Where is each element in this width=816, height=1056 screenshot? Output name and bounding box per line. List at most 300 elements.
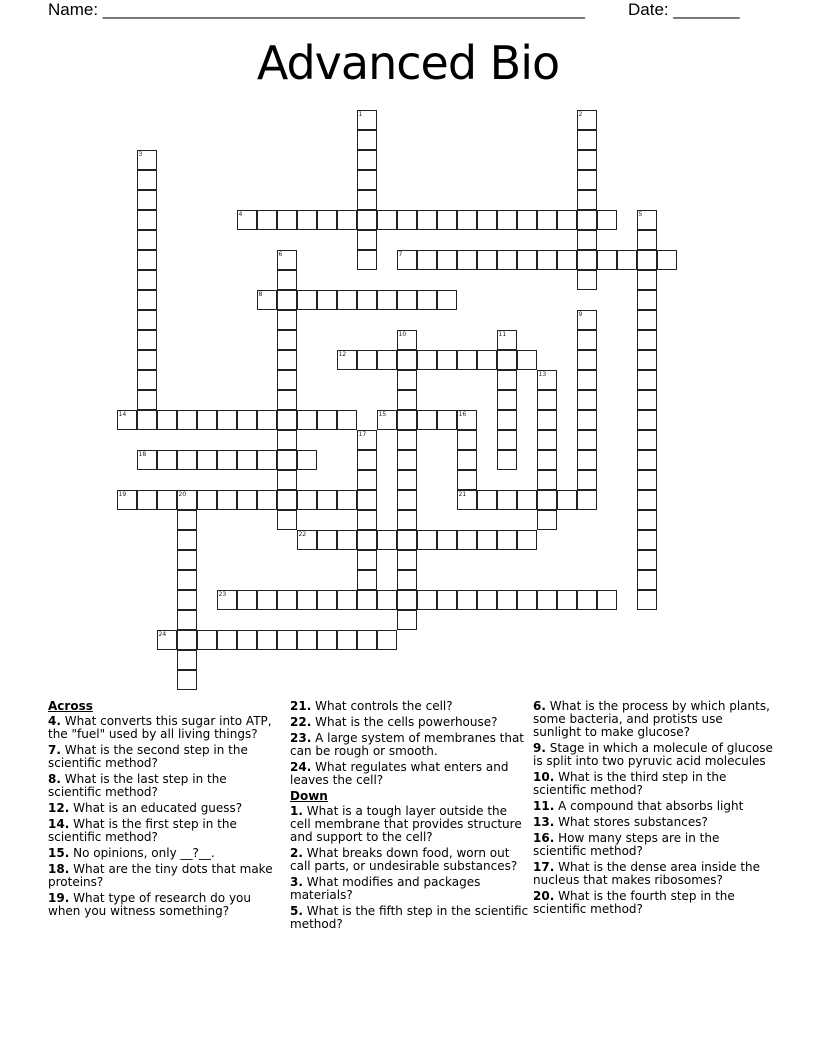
crossword-cell[interactable] [297,630,317,650]
clues-column-2 [290,700,530,934]
crossword-cell[interactable] [397,530,417,550]
crossword-cell[interactable] [197,490,217,510]
crossword-cell[interactable] [537,490,557,510]
crossword-cell[interactable] [377,530,397,550]
crossword-cell[interactable] [237,410,257,430]
crossword-cell[interactable] [637,450,657,470]
crossword-cell[interactable] [277,210,297,230]
clue-number: 13 [538,370,547,378]
clue-down-17: 17. What is the dense area inside the nucleus that makes ribosomes? [533,860,761,887]
crossword-cell[interactable] [557,210,577,230]
crossword-cell[interactable] [577,270,597,290]
crossword-cell[interactable] [277,450,297,470]
crossword-cell[interactable] [537,370,557,390]
crossword-cell[interactable] [397,390,417,410]
crossword-cell[interactable] [297,590,317,610]
crossword-cell[interactable] [417,590,437,610]
crossword-cell[interactable] [497,330,517,350]
crossword-cell[interactable] [337,350,357,370]
crossword-cell[interactable] [277,470,297,490]
crossword-cell[interactable] [397,470,417,490]
crossword-cell[interactable] [517,490,537,510]
crossword-cell[interactable] [637,470,657,490]
crossword-cell[interactable] [317,210,337,230]
crossword-cell[interactable] [177,510,197,530]
crossword-cell[interactable] [637,310,657,330]
clue-across-24: 24. What regulates what enters and leaves the cell? [290,760,509,787]
crossword-cell[interactable] [537,390,557,410]
crossword-cell[interactable] [497,410,517,430]
crossword-cell[interactable] [277,350,297,370]
crossword-cell[interactable] [237,630,257,650]
crossword-grid [117,110,717,710]
crossword-cell[interactable] [657,250,677,270]
crossword-cell[interactable] [317,630,337,650]
crossword-cell[interactable] [137,230,157,250]
crossword-cell[interactable] [337,410,357,430]
crossword-cell[interactable] [297,290,317,310]
crossword-cell[interactable] [457,530,477,550]
crossword-cell[interactable] [137,210,157,230]
crossword-cell[interactable] [357,590,377,610]
crossword-cell[interactable] [637,550,657,570]
clue-number: 22 [298,530,307,538]
clue-across-18: 18. What are the tiny dots that make proteins? [48,862,273,889]
crossword-cell[interactable] [137,370,157,390]
crossword-cell[interactable] [537,250,557,270]
crossword-cell[interactable] [177,490,197,510]
crossword-cell[interactable] [637,370,657,390]
crossword-cell[interactable] [557,590,577,610]
crossword-cell[interactable] [477,350,497,370]
crossword-cell[interactable] [497,390,517,410]
crossword-cell[interactable] [377,590,397,610]
clue-number: 6 [278,250,283,258]
crossword-cell[interactable] [197,450,217,470]
crossword-cell[interactable] [397,210,417,230]
crossword-cell[interactable] [417,350,437,370]
crossword-cell[interactable] [217,490,237,510]
crossword-cell[interactable] [537,510,557,530]
crossword-cell[interactable] [117,410,137,430]
crossword-cell[interactable] [437,290,457,310]
crossword-cell[interactable] [357,210,377,230]
crossword-cell[interactable] [397,430,417,450]
crossword-cell[interactable] [337,530,357,550]
crossword-cell[interactable] [297,210,317,230]
crossword-cell[interactable] [137,450,157,470]
clue-across-22: 22. What is the cells powerhouse? [290,715,498,729]
clue-number: 19 [118,490,127,498]
crossword-cell[interactable] [397,550,417,570]
clue-number: 17 [358,430,367,438]
crossword-cell[interactable] [277,630,297,650]
crossword-cell[interactable] [357,450,377,470]
crossword-cell[interactable] [437,410,457,430]
crossword-cell[interactable] [317,490,337,510]
crossword-cell[interactable] [137,150,157,170]
clue-down-9: 9. Stage in which a molecule of glucose is split into two pyruvic acid molecules [533,741,773,768]
crossword-cell[interactable] [257,410,277,430]
crossword-cell[interactable] [137,350,157,370]
crossword-cell[interactable] [137,250,157,270]
crossword-cell[interactable] [637,270,657,290]
clue-down-10: 10. What is the third step in the scientific method? [533,770,727,797]
crossword-cell[interactable] [457,410,477,430]
crossword-cell[interactable] [637,490,657,510]
crossword-cell[interactable] [357,350,377,370]
crossword-cell[interactable] [277,510,297,530]
crossword-cell[interactable] [277,290,297,310]
crossword-cell[interactable] [137,190,157,210]
clue-number: 8 [258,290,263,298]
crossword-cell[interactable] [497,530,517,550]
crossword-cell[interactable] [637,350,657,370]
crossword-cell[interactable] [337,590,357,610]
crossword-cell[interactable] [377,290,397,310]
crossword-cell[interactable] [497,370,517,390]
clues-column-1 [48,700,273,921]
clue-number: 14 [118,410,127,418]
crossword-cell[interactable] [277,390,297,410]
clue-number: 15 [378,410,387,418]
crossword-cell[interactable] [537,450,557,470]
crossword-cell[interactable] [477,590,497,610]
crossword-cell[interactable] [577,230,597,250]
crossword-cell[interactable] [637,250,657,270]
crossword-cell[interactable] [417,210,437,230]
crossword-cell[interactable] [397,290,417,310]
crossword-cell[interactable] [277,370,297,390]
crossword-cell[interactable] [397,510,417,530]
crossword-cell[interactable] [257,490,277,510]
crossword-cell[interactable] [477,490,497,510]
crossword-cell[interactable] [257,450,277,470]
crossword-cell[interactable] [217,410,237,430]
crossword-cell[interactable] [397,610,417,630]
clue-number: 12 [338,350,347,358]
crossword-cell[interactable] [637,230,657,250]
crossword-cell[interactable] [237,450,257,470]
clue-across-8: 8. What is the last step in the scientific method? [48,772,227,799]
crossword-cell[interactable] [397,590,417,610]
crossword-cell[interactable] [357,250,377,270]
clue-across-4: 4. What converts this sugar into ATP, the "fuel" used by all living things? [48,714,272,741]
crossword-cell[interactable] [577,190,597,210]
crossword-cell[interactable] [457,430,477,450]
crossword-cell[interactable] [497,590,517,610]
crossword-cell[interactable] [537,430,557,450]
crossword-cell[interactable] [137,290,157,310]
crossword-cell[interactable] [577,430,597,450]
crossword-cell[interactable] [257,290,277,310]
crossword-cell[interactable] [177,670,197,690]
crossword-cell[interactable] [357,110,377,130]
crossword-cell[interactable] [277,330,297,350]
crossword-cell[interactable] [357,510,377,530]
crossword-cell[interactable] [577,590,597,610]
clue-number: 11 [498,330,507,338]
crossword-cell[interactable] [397,490,417,510]
crossword-cell[interactable] [517,530,537,550]
crossword-cell[interactable] [517,590,537,610]
crossword-cell[interactable] [497,210,517,230]
clue-number: 3 [138,150,143,158]
crossword-cell[interactable] [517,210,537,230]
crossword-cell[interactable] [637,530,657,550]
crossword-cell[interactable] [237,490,257,510]
crossword-cell[interactable] [277,430,297,450]
name-field[interactable]: Name: ___________________________________________________ [48,0,585,19]
crossword-cell[interactable] [577,150,597,170]
crossword-cell[interactable] [537,410,557,430]
crossword-cell[interactable] [357,290,377,310]
clue-number: 20 [178,490,187,498]
clue-number: 23 [218,590,227,598]
crossword-cell[interactable] [577,110,597,130]
crossword-cell[interactable] [177,610,197,630]
crossword-cell[interactable] [457,450,477,470]
crossword-cell[interactable] [597,250,617,270]
crossword-cell[interactable] [577,350,597,370]
crossword-cell[interactable] [637,430,657,450]
crossword-cell[interactable] [397,330,417,350]
across-heading: Across [48,699,93,713]
date-field[interactable]: Date: _______ [628,0,740,19]
crossword-cell[interactable] [377,410,397,430]
crossword-cell[interactable] [177,590,197,610]
crossword-cell[interactable] [377,210,397,230]
clue-down-20: 20. What is the fourth step in the scientific method? [533,889,735,916]
clue-across-14: 14. What is the first step in the scientific method? [48,817,237,844]
crossword-cell[interactable] [357,230,377,250]
clue-number: 4 [238,210,243,218]
crossword-cell[interactable] [377,350,397,370]
crossword-cell[interactable] [177,410,197,430]
crossword-cell[interactable] [417,410,437,430]
crossword-cell[interactable] [537,590,557,610]
crossword-cell[interactable] [637,330,657,350]
crossword-cell[interactable] [477,530,497,550]
clue-number: 1 [358,110,363,118]
crossword-cell[interactable] [277,410,297,430]
clue-across-7: 7. What is the second step in the scientific method? [48,743,248,770]
crossword-cell[interactable] [157,450,177,470]
crossword-cell[interactable] [357,630,377,650]
crossword-cell[interactable] [217,450,237,470]
clue-number: 7 [398,250,403,258]
crossword-cell[interactable] [417,250,437,270]
crossword-cell[interactable] [337,490,357,510]
crossword-cell[interactable] [137,410,157,430]
clue-down-1: 1. What is a tough layer outside the cell membrane that provides structure and support to the cell? [290,804,522,844]
crossword-cell[interactable] [437,350,457,370]
crossword-cell[interactable] [177,530,197,550]
crossword-cell[interactable] [457,210,477,230]
crossword-cell[interactable] [377,630,397,650]
crossword-cell[interactable] [317,530,337,550]
crossword-cell[interactable] [117,490,137,510]
crossword-cell[interactable] [557,490,577,510]
crossword-cell[interactable] [457,470,477,490]
clue-number: 2 [578,110,583,118]
crossword-cell[interactable] [137,330,157,350]
crossword-cell[interactable] [577,370,597,390]
crossword-cell[interactable] [577,450,597,470]
clues-column-3 [533,700,773,919]
crossword-cell[interactable] [217,590,237,610]
crossword-cell[interactable] [497,490,517,510]
crossword-cell[interactable] [437,250,457,270]
crossword-cell[interactable] [137,390,157,410]
crossword-cell[interactable] [357,550,377,570]
crossword-cell[interactable] [177,630,197,650]
crossword-cell[interactable] [457,250,477,270]
crossword-cell[interactable] [277,270,297,290]
crossword-cell[interactable] [357,170,377,190]
crossword-cell[interactable] [177,450,197,470]
crossword-cell[interactable] [317,410,337,430]
clue-across-19: 19. What type of research do you when you witness something? [48,891,251,918]
crossword-cell[interactable] [437,590,457,610]
crossword-cell[interactable] [497,450,517,470]
crossword-cell[interactable] [577,310,597,330]
crossword-cell[interactable] [157,630,177,650]
crossword-cell[interactable] [357,150,377,170]
crossword-cell[interactable] [437,210,457,230]
crossword-cell[interactable] [297,490,317,510]
crossword-cell[interactable] [197,630,217,650]
crossword-cell[interactable] [457,490,477,510]
crossword-cell[interactable] [357,530,377,550]
crossword-cell[interactable] [177,650,197,670]
clue-across-12: 12. What is an educated guess? [48,801,243,815]
clue-number: 10 [398,330,407,338]
crossword-cell[interactable] [577,210,597,230]
crossword-cell[interactable] [177,550,197,570]
crossword-cell[interactable] [597,210,617,230]
crossword-cell[interactable] [277,250,297,270]
crossword-cell[interactable] [457,350,477,370]
crossword-cell[interactable] [457,590,477,610]
crossword-cell[interactable] [577,410,597,430]
crossword-cell[interactable] [397,410,417,430]
crossword-cell[interactable] [257,590,277,610]
crossword-cell[interactable] [397,250,417,270]
crossword-cell[interactable] [257,210,277,230]
crossword-cell[interactable] [577,250,597,270]
crossword-cell[interactable] [537,470,557,490]
crossword-cell[interactable] [637,570,657,590]
crossword-cell[interactable] [277,590,297,610]
crossword-cell[interactable] [577,170,597,190]
crossword-cell[interactable] [157,410,177,430]
crossword-cell[interactable] [137,310,157,330]
crossword-cell[interactable] [337,630,357,650]
crossword-cell[interactable] [357,130,377,150]
crossword-cell[interactable] [577,470,597,490]
crossword-cell[interactable] [617,250,637,270]
clue-across-15: 15. No opinions, only __?__. [48,846,215,860]
crossword-cell[interactable] [537,210,557,230]
crossword-cell[interactable] [217,630,237,650]
crossword-cell[interactable] [397,450,417,470]
crossword-cell[interactable] [297,530,317,550]
crossword-cell[interactable] [357,430,377,450]
clue-down-11: 11. A compound that absorbs light [533,799,744,813]
crossword-cell[interactable] [357,190,377,210]
clue-across-21: 21. What controls the cell? [290,699,453,713]
crossword-cell[interactable] [277,310,297,330]
crossword-cell[interactable] [577,130,597,150]
crossword-cell[interactable] [137,170,157,190]
crossword-cell[interactable] [637,590,657,610]
crossword-cell[interactable] [637,510,657,530]
clue-across-23: 23. A large system of membranes that can be rough or smooth. [290,731,525,758]
crossword-cell[interactable] [277,490,297,510]
crossword-cell[interactable] [397,350,417,370]
crossword-cell[interactable] [297,410,317,430]
crossword-cell[interactable] [477,210,497,230]
crossword-cell[interactable] [517,250,537,270]
down-heading: Down [290,789,328,803]
crossword-cell[interactable] [397,370,417,390]
crossword-cell[interactable] [577,490,597,510]
crossword-cell[interactable] [357,490,377,510]
crossword-cell[interactable] [257,630,277,650]
crossword-cell[interactable] [357,470,377,490]
crossword-cell[interactable] [357,570,377,590]
crossword-cell[interactable] [637,390,657,410]
crossword-cell[interactable] [317,590,337,610]
crossword-cell[interactable] [177,570,197,590]
crossword-cell[interactable] [297,450,317,470]
crossword-cell[interactable] [237,210,257,230]
clue-number: 16 [458,410,467,418]
crossword-cell[interactable] [137,270,157,290]
crossword-cell[interactable] [437,530,457,550]
crossword-cell[interactable] [137,490,157,510]
crossword-cell[interactable] [637,210,657,230]
page-title: Advanced Bio [256,36,560,90]
crossword-cell[interactable] [597,590,617,610]
crossword-cell[interactable] [197,410,217,430]
clue-down-16: 16. How many steps are in the scientific method? [533,831,720,858]
clue-number: 21 [458,490,467,498]
crossword-cell[interactable] [517,350,537,370]
crossword-cell[interactable] [397,570,417,590]
crossword-cell[interactable] [237,590,257,610]
clue-down-2: 2. What breaks down food, worn out call parts, or undesirable substances? [290,846,518,873]
crossword-cell[interactable] [497,430,517,450]
crossword-cell[interactable] [637,290,657,310]
crossword-cell[interactable] [557,250,577,270]
crossword-cell[interactable] [497,250,517,270]
clue-number: 24 [158,630,167,638]
crossword-cell[interactable] [337,210,357,230]
crossword-cell[interactable] [317,290,337,310]
clue-number: 18 [138,450,147,458]
crossword-cell[interactable] [417,530,437,550]
crossword-cell[interactable] [637,410,657,430]
crossword-cell[interactable] [477,250,497,270]
crossword-cell[interactable] [577,390,597,410]
crossword-cell[interactable] [417,290,437,310]
crossword-cell[interactable] [577,330,597,350]
crossword-cell[interactable] [337,290,357,310]
crossword-cell[interactable] [497,350,517,370]
crossword-cell[interactable] [157,490,177,510]
